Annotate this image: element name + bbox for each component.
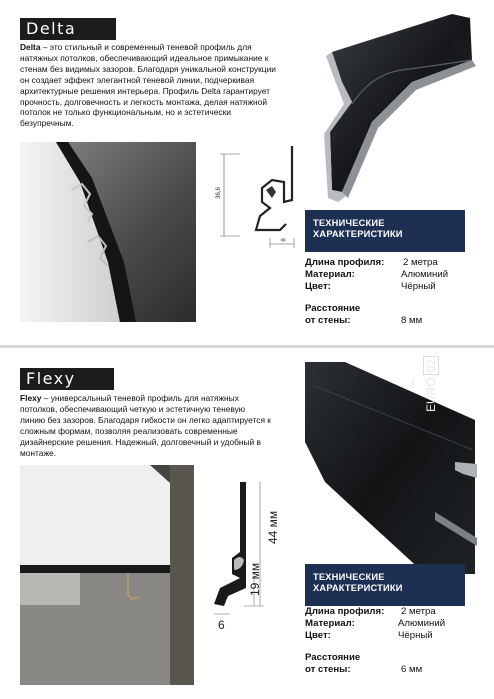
delta-width-label: 8 [281, 238, 288, 242]
flexy-profile-render [305, 362, 481, 574]
flexy-render-number: 02 [423, 356, 439, 375]
flexy-width-label: 6 [218, 618, 225, 632]
flexy-height-label: 44 мм [266, 510, 280, 544]
flexy-render-small-mark: Flexy [410, 378, 415, 388]
flexy-color-label: Цвет: [305, 630, 331, 641]
flexy-profile-drawing [200, 478, 306, 628]
flexy-distance-label-2: от стены: [305, 664, 351, 675]
delta-section [0, 0, 494, 345]
delta-brand: Delta [20, 42, 41, 52]
flexy-length-label: Длина профиля: [305, 606, 385, 617]
delta-distance-label-2: от стены: [305, 315, 351, 326]
flexy-length-value: 2 метра [401, 606, 436, 617]
flexy-render-mark [424, 356, 438, 412]
delta-description [20, 42, 282, 129]
delta-color-label: Цвет: [305, 281, 331, 292]
delta-material-value: Алюминий [401, 269, 449, 280]
delta-height-label: 36,6 [215, 187, 222, 199]
delta-spec-list [305, 257, 485, 337]
flexy-title: Flexy [20, 368, 114, 390]
flexy-spec-list [305, 606, 485, 694]
flexy-distance-label-1: Расстояние [305, 652, 361, 663]
delta-material-label: Материал: [305, 269, 355, 280]
delta-interior-photo [20, 142, 196, 322]
delta-profile-drawing [210, 142, 302, 254]
flexy-depth-label: 19 мм [248, 562, 262, 596]
flexy-render-brand: EURO [424, 377, 438, 412]
flexy-distance-value: 6 мм [401, 664, 423, 675]
delta-title: Delta [20, 18, 116, 40]
flexy-section [0, 348, 494, 699]
delta-profile-render [312, 12, 482, 208]
flexy-description [20, 393, 272, 458]
delta-length-label: Длина профиля: [305, 257, 385, 268]
delta-spec-header: ТЕХНИЧЕСКИЕ ХАРАКТЕРИСТИКИ [305, 210, 465, 252]
flexy-color-value: Чёрный [398, 630, 433, 641]
delta-distance-label-1: Расстояние [305, 303, 361, 314]
flexy-material-value: Алюминий [398, 618, 446, 629]
delta-distance-value: 8 мм [401, 315, 423, 326]
delta-color-value: Чёрный [401, 281, 436, 292]
flexy-brand: Flexy [20, 393, 42, 403]
flexy-description-text: – универсальный теневой профиль для натяжных потолков, обеспечивающий четкую и эстетичную теневую линию без зазоров. Благодаря гибкости он легко адаптируется к сложным формам, позволяя реализовать современные дизайнерские решения. Надежный, долговечный и удобный в монтаже. [20, 393, 271, 458]
flexy-spec-header: ТЕХНИЧЕСКИЕ ХАРАКТЕРИСТИКИ [305, 564, 465, 606]
delta-length-value: 2 метра [403, 257, 438, 268]
flexy-material-label: Материал: [305, 618, 355, 629]
flexy-interior-photo [20, 465, 194, 685]
delta-description-text: – это стильный и современный теневой профиль для натяжных потолков, обеспечивающий идеальное примыкание к стенам без видимых зазоров. Благодаря уникальной конструкции он создает эффект элегантной теневой линии, подчеркивая архитектурные решения интерьера. Профиль Delta гарантирует прочность, долговечность и легкость монтажа, делая натяжной потолок не только функциональным, но и эстетически безупречным. [20, 42, 276, 129]
